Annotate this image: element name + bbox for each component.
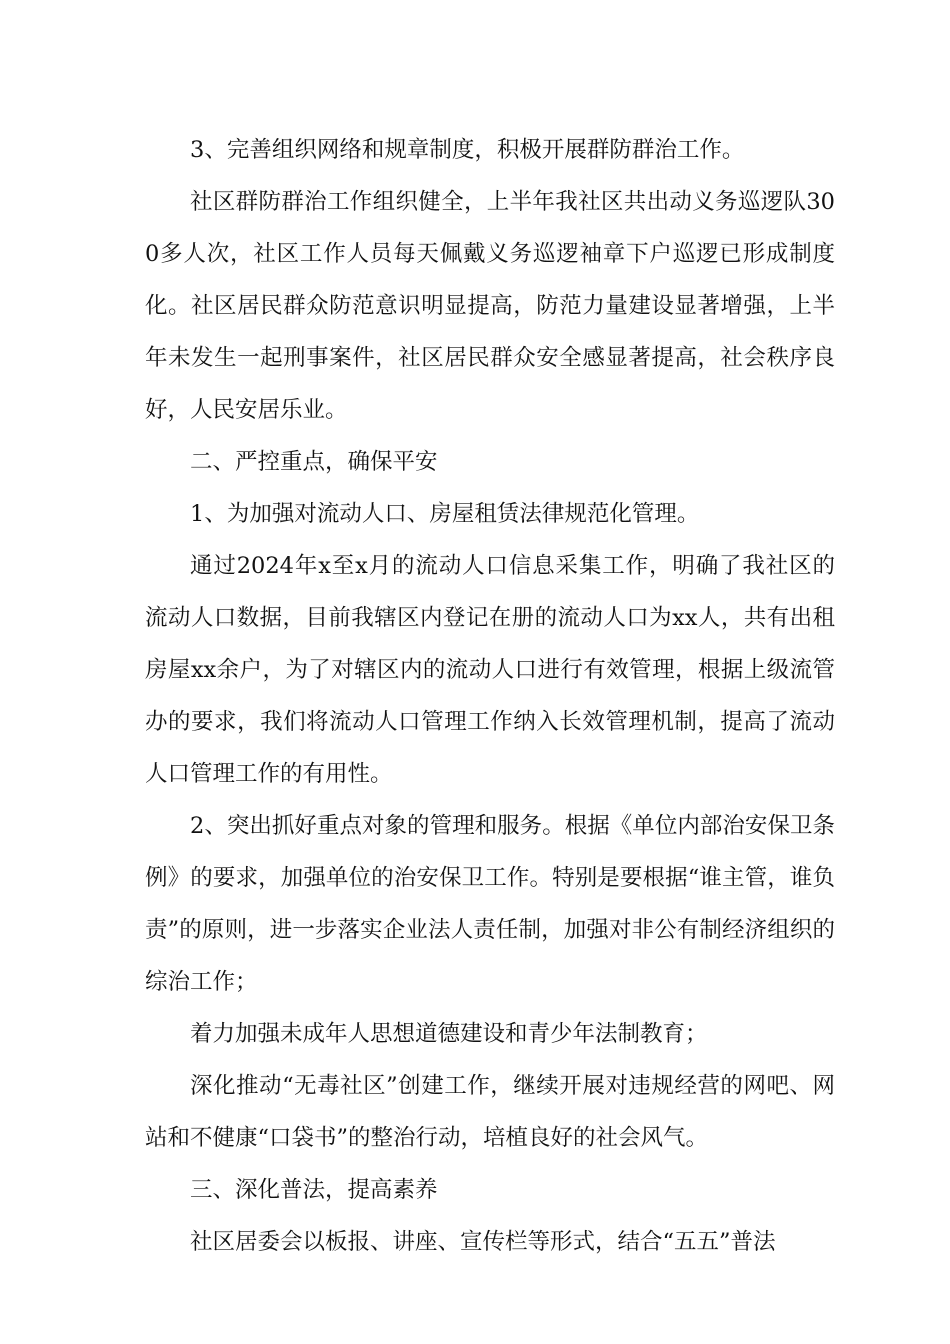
document-body xyxy=(145,124,835,1268)
paragraph-key-targets: 2、突出抓好重点对象的管理和服务。根据《单位内部治安保卫条例》的要求，加强单位的治安保卫工作。特别是要根据“谁主管，谁负责”的原则，进一步落实企业法人责任制，加强对非公有制经济组织的综治工作； xyxy=(145,813,835,995)
section-heading-2: 二、严控重点，确保平安 xyxy=(190,449,438,475)
item-heading-3: 3、完善组织网络和规章制度，积极开展群防群治工作。 xyxy=(190,137,745,163)
paragraph-legal-education: 社区居委会以板报、讲座、宣传栏等形式，结合“五五”普法 xyxy=(190,1229,776,1255)
paragraph-patrol: 社区群防群治工作组织健全，上半年我社区共出动义务巡逻队300多人次，社区工作人员每天佩戴义务巡逻袖章下户巡逻已形成制度化。社区居民群众防范意识明显提高，防范力量建设显著增强，上半年未发生一起刑事案件，社区居民群众安全感显著提高，社会秩序良好，人民安居乐业。 xyxy=(145,189,835,423)
paragraph-floating-population: 通过2024年x至x月的流动人口信息采集工作，明确了我社区的流动人口数据，目前我辖区内登记在册的流动人口为xx人，共有出租房屋xx余户，为了对辖区内的流动人口进行有效管理，根据上级流管办的要求，我们将流动人口管理工作纳入长效管理机制，提高了流动人口管理工作的有用性。 xyxy=(145,553,835,787)
paragraph-drug-free: 深化推动“无毒社区”创建工作，继续开展对违规经营的网吧、网站和不健康“口袋书”的整治行动，培植良好的社会风气。 xyxy=(145,1073,835,1151)
item-heading-1: 1、为加强对流动人口、房屋租赁法律规范化管理。 xyxy=(190,501,700,527)
section-heading-3: 三、深化普法，提高素养 xyxy=(190,1177,438,1203)
paragraph-youth-education: 着力加强未成年人思想道德建设和青少年法制教育； xyxy=(190,1021,708,1047)
